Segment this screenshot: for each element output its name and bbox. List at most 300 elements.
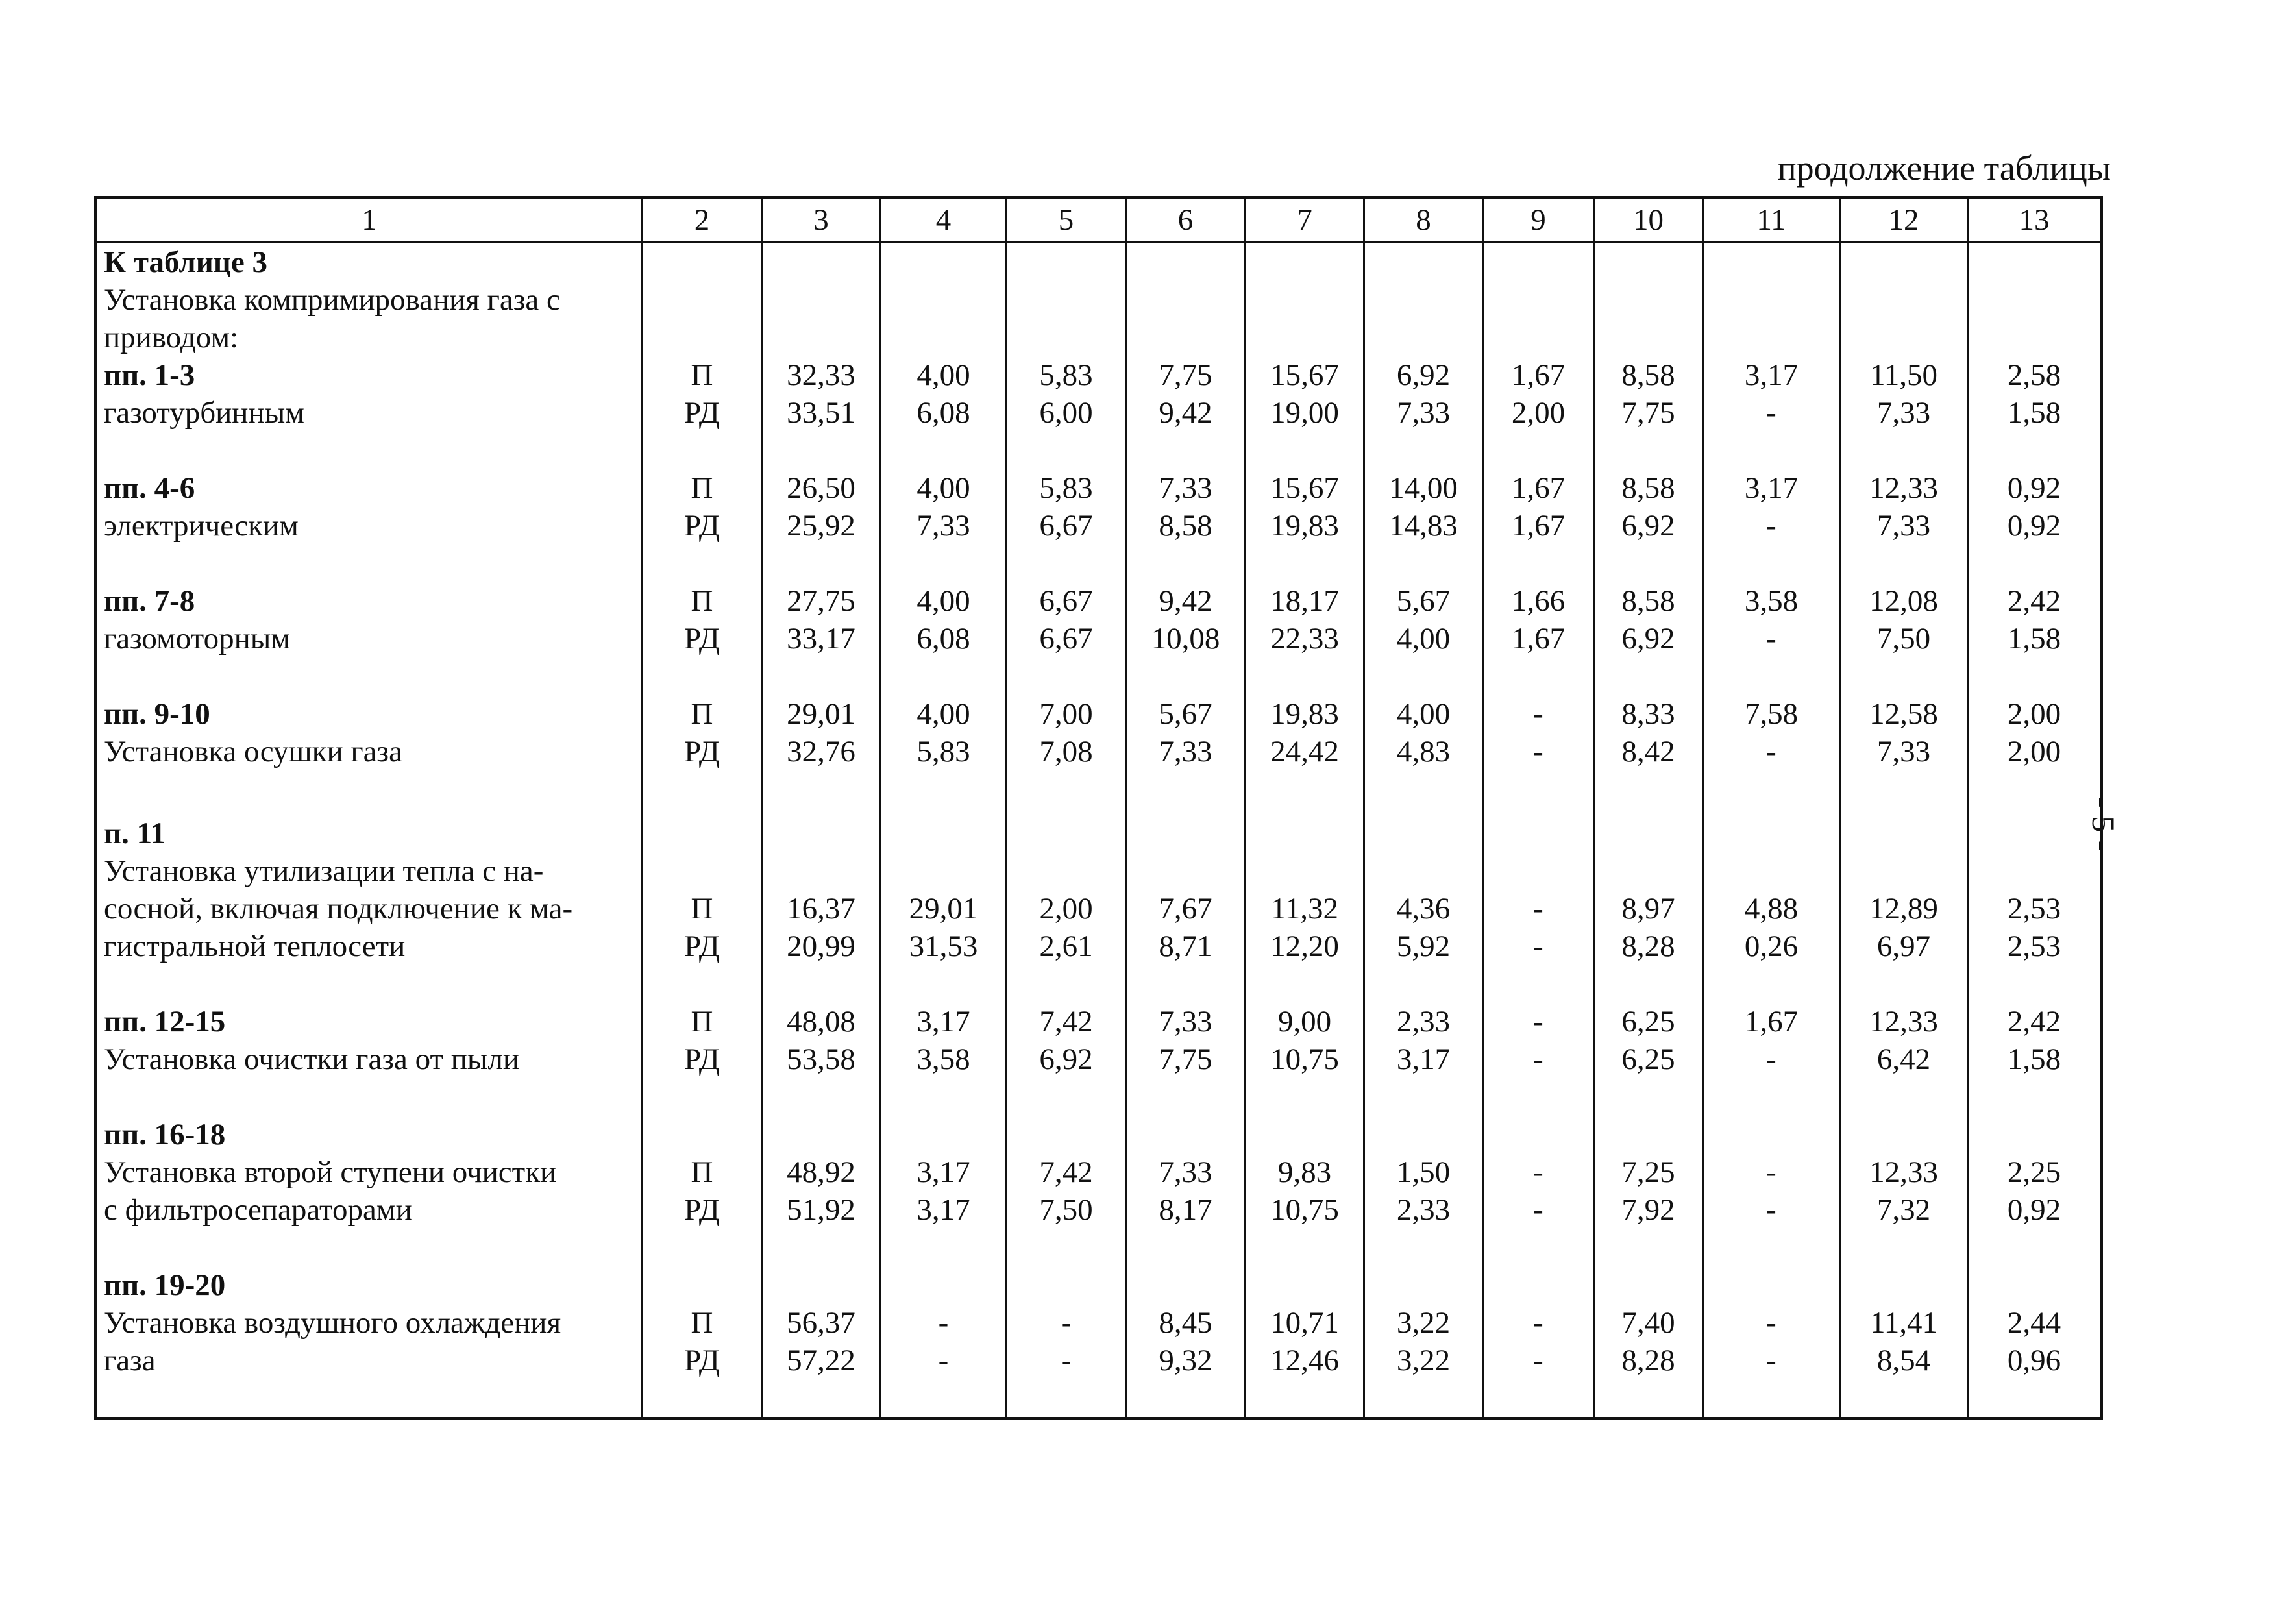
empty-cell [1364,1078,1483,1116]
value-cell: 3,17 [881,1003,1007,1040]
value-cell: 7,33 [881,507,1007,545]
empty-cell [643,815,762,852]
value-cell: 15,67 [1246,356,1364,394]
table-continuation-caption: продолжение таблицы [1777,149,2111,188]
value-cell: 3,22 [1364,1342,1483,1379]
value-cell: 1,67 [1483,620,1594,658]
empty-cell [762,1116,881,1153]
value-cell: 7,32 [1840,1191,1968,1229]
value-cell: 7,33 [1126,469,1246,507]
empty-cell [1246,319,1364,356]
spacer-row [96,1229,2102,1266]
value-cell: 7,42 [1007,1153,1126,1191]
empty-cell [762,1229,881,1266]
table-row [96,890,2102,928]
empty-cell [1968,1266,2102,1304]
value-cell: 2,61 [1007,928,1126,965]
value-cell: 7,08 [1007,733,1126,770]
value-cell: 9,83 [1246,1153,1364,1191]
empty-cell [1007,1379,1126,1419]
value-cell: 5,83 [1007,356,1126,394]
empty-cell [881,965,1007,1003]
value-cell: 1,58 [1968,1040,2102,1078]
value-cell: 6,92 [1007,1040,1126,1078]
group-text-row [96,852,2102,890]
empty-cell [881,1266,1007,1304]
tail-row [96,1379,2102,1419]
value-cell: 8,71 [1126,928,1246,965]
empty-cell [1246,1379,1364,1419]
empty-cell [1483,319,1594,356]
value-cell: 3,22 [1364,1304,1483,1342]
empty-cell [1483,1078,1594,1116]
empty-cell [1246,815,1364,852]
doc-type-cell: РД [643,928,762,965]
value-cell: 4,00 [881,582,1007,620]
empty-cell [1364,1379,1483,1419]
empty-cell [1364,545,1483,582]
empty-cell [881,815,1007,852]
empty-cell [1703,432,1840,469]
empty-cell [1364,1266,1483,1304]
empty-cell [762,432,881,469]
value-cell: 9,32 [1126,1342,1246,1379]
column-number-10: 10 [1594,198,1703,243]
value-cell: - [1483,1342,1594,1379]
table-row [96,620,2102,658]
doc-type-cell: П [643,356,762,394]
group-code: пп. 12-15 [96,1003,643,1040]
empty-cell [643,1266,762,1304]
empty-cell [1703,965,1840,1003]
doc-type-cell: П [643,1304,762,1342]
value-cell: 48,08 [762,1003,881,1040]
table-row [96,695,2102,733]
value-cell: - [1703,394,1840,432]
empty-cell [1594,1266,1703,1304]
empty-cell [1840,1078,1968,1116]
value-cell: - [1483,733,1594,770]
empty-cell [762,965,881,1003]
empty-cell [881,1078,1007,1116]
value-cell: 27,75 [762,582,881,620]
value-cell: 5,83 [881,733,1007,770]
value-cell: 6,42 [1840,1040,1968,1078]
group-text: с фильтросепараторами [96,1191,643,1229]
empty-cell [1126,658,1246,695]
empty-cell [1594,815,1703,852]
value-cell: 6,25 [1594,1040,1703,1078]
empty-cell [1594,965,1703,1003]
empty-cell [1703,1266,1840,1304]
value-cell: 6,67 [1007,507,1126,545]
empty-cell [1840,1266,1968,1304]
value-cell: 6,08 [881,394,1007,432]
empty-cell [1007,1229,1126,1266]
empty-cell [1594,852,1703,890]
value-cell: - [1483,1153,1594,1191]
value-cell: 2,33 [1364,1191,1483,1229]
table-row [96,394,2102,432]
empty-cell [1703,1229,1840,1266]
empty-cell [96,1078,643,1116]
value-cell: 8,45 [1126,1304,1246,1342]
value-cell: 4,83 [1364,733,1483,770]
value-cell: - [1703,1040,1840,1078]
value-cell: 6,67 [1007,620,1126,658]
value-cell: 7,50 [1840,620,1968,658]
empty-cell [1364,1229,1483,1266]
column-number-5: 5 [1007,198,1126,243]
column-number-7: 7 [1246,198,1364,243]
value-cell: 7,00 [1007,695,1126,733]
group-code: п. 11 [96,815,643,852]
empty-cell [96,1379,643,1419]
empty-cell [1483,1229,1594,1266]
value-cell: 8,42 [1594,733,1703,770]
table-row [96,1304,2102,1342]
table-row [96,928,2102,965]
empty-cell [762,658,881,695]
value-cell: 7,25 [1594,1153,1703,1191]
value-cell: 11,50 [1840,356,1968,394]
empty-cell [1483,1266,1594,1304]
empty-cell [1840,281,1968,319]
empty-cell [1007,1078,1126,1116]
empty-cell [96,545,643,582]
empty-cell [1483,242,1594,281]
empty-cell [1968,1116,2102,1153]
empty-cell [643,545,762,582]
value-cell: 20,99 [762,928,881,965]
value-cell: 4,00 [881,356,1007,394]
value-cell: 0,92 [1968,507,2102,545]
empty-cell [762,770,881,815]
value-cell: 19,00 [1246,394,1364,432]
table-row [96,1153,2102,1191]
value-cell: - [1483,1304,1594,1342]
empty-cell [1594,242,1703,281]
value-cell: 10,71 [1246,1304,1364,1342]
value-cell: 2,25 [1968,1153,2102,1191]
value-cell: 7,75 [1126,1040,1246,1078]
doc-type-cell: П [643,582,762,620]
empty-cell [1007,319,1126,356]
doc-type-cell: РД [643,1342,762,1379]
doc-type-cell: РД [643,394,762,432]
empty-cell [1483,852,1594,890]
value-cell: - [1703,620,1840,658]
empty-cell [1594,319,1703,356]
empty-cell [643,965,762,1003]
value-cell: 3,58 [1703,582,1840,620]
empty-cell [1840,1229,1968,1266]
doc-type-cell: П [643,1153,762,1191]
empty-cell [1126,852,1246,890]
group-code-row [96,815,2102,852]
empty-cell [1007,545,1126,582]
value-cell: 7,92 [1594,1191,1703,1229]
value-cell: 6,92 [1594,620,1703,658]
column-number-row [96,198,2102,243]
doc-type-cell: РД [643,1040,762,1078]
value-cell: 12,08 [1840,582,1968,620]
value-cell: 31,53 [881,928,1007,965]
value-cell: 53,58 [762,1040,881,1078]
value-cell: - [1007,1342,1126,1379]
empty-cell [1364,658,1483,695]
value-cell: 1,50 [1364,1153,1483,1191]
group-text: Установка утилизации тепла с на- [96,852,643,890]
value-cell: - [1483,1040,1594,1078]
empty-cell [1968,658,2102,695]
value-cell: 2,58 [1968,356,2102,394]
empty-cell [1968,242,2102,281]
value-cell: 57,22 [762,1342,881,1379]
group-text: Установка очистки газа от пыли [96,1040,643,1078]
doc-type-cell: РД [643,507,762,545]
empty-cell [643,852,762,890]
value-cell: 0,26 [1703,928,1840,965]
value-cell: 56,37 [762,1304,881,1342]
column-number-3: 3 [762,198,881,243]
empty-cell [1968,432,2102,469]
column-number-6: 6 [1126,198,1246,243]
empty-cell [643,432,762,469]
value-cell: 7,33 [1364,394,1483,432]
empty-cell [643,1116,762,1153]
table-row [96,507,2102,545]
value-cell: 6,25 [1594,1003,1703,1040]
empty-cell [1246,1229,1364,1266]
value-cell: 2,53 [1968,890,2102,928]
spacer-row [96,965,2102,1003]
value-cell: 8,58 [1594,469,1703,507]
empty-cell [1364,242,1483,281]
column-number-12: 12 [1840,198,1968,243]
empty-cell [881,1379,1007,1419]
value-cell: 10,08 [1126,620,1246,658]
value-cell: 3,17 [1364,1040,1483,1078]
value-cell: 7,75 [1126,356,1246,394]
empty-cell [1007,432,1126,469]
empty-cell [1007,770,1126,815]
empty-cell [1703,242,1840,281]
empty-cell [1007,815,1126,852]
empty-cell [643,770,762,815]
empty-cell [1968,1229,2102,1266]
page-number: - 5 - [2085,797,2122,852]
value-cell: 1,58 [1968,394,2102,432]
empty-cell [1007,1116,1126,1153]
empty-cell [881,852,1007,890]
column-number-11: 11 [1703,198,1840,243]
spacer-row [96,432,2102,469]
value-cell: 0,96 [1968,1342,2102,1379]
empty-cell [1840,545,1968,582]
empty-cell [1968,545,2102,582]
table-row [96,1040,2102,1078]
value-cell: - [1483,695,1594,733]
empty-cell [881,1116,1007,1153]
value-cell: 6,08 [881,620,1007,658]
value-cell: 2,00 [1007,890,1126,928]
value-cell: 1,67 [1483,356,1594,394]
group-text: сосной, включая подключение к ма- [96,890,643,928]
value-cell: 12,20 [1246,928,1364,965]
empty-cell [1594,1078,1703,1116]
empty-cell [643,658,762,695]
value-cell: 12,33 [1840,469,1968,507]
spacer-row [96,658,2102,695]
value-cell: 6,92 [1594,507,1703,545]
value-cell: 1,67 [1483,507,1594,545]
value-cell: 9,00 [1246,1003,1364,1040]
value-cell: 11,41 [1840,1304,1968,1342]
empty-cell [1126,1229,1246,1266]
empty-cell [1483,432,1594,469]
empty-cell [1703,319,1840,356]
value-cell: 7,42 [1007,1003,1126,1040]
value-cell: 12,89 [1840,890,1968,928]
empty-cell [881,545,1007,582]
section-title-row [96,242,2102,281]
value-cell: - [1483,890,1594,928]
empty-cell [1126,319,1246,356]
value-cell: 6,00 [1007,394,1126,432]
table-row [96,733,2102,770]
empty-cell [762,815,881,852]
value-cell: 1,67 [1703,1003,1840,1040]
empty-cell [1007,242,1126,281]
value-cell: 29,01 [881,890,1007,928]
value-cell: - [1703,1304,1840,1342]
empty-cell [643,319,762,356]
value-cell: 29,01 [762,695,881,733]
doc-type-cell: П [643,1003,762,1040]
empty-cell [1364,319,1483,356]
value-cell: 1,58 [1968,620,2102,658]
value-cell: 12,46 [1246,1342,1364,1379]
empty-cell [1246,545,1364,582]
value-cell: 19,83 [1246,695,1364,733]
doc-type-cell: П [643,469,762,507]
spacer-row [96,770,2102,815]
empty-cell [881,242,1007,281]
empty-cell [1703,1078,1840,1116]
intro-row [96,319,2102,356]
empty-cell [1126,545,1246,582]
table-row [96,582,2102,620]
empty-cell [762,1078,881,1116]
empty-cell [1594,432,1703,469]
empty-cell [762,545,881,582]
empty-cell [762,242,881,281]
empty-cell [762,852,881,890]
value-cell: 7,58 [1703,695,1840,733]
group-text: Установка второй ступени очистки [96,1153,643,1191]
value-cell: 18,17 [1246,582,1364,620]
table-body [96,198,2102,1419]
empty-cell [1840,1379,1968,1419]
value-cell: 2,42 [1968,1003,2102,1040]
intro-text: Установка компримирования газа с [96,281,643,319]
group-code: пп. 1-3 [96,356,643,394]
empty-cell [1483,770,1594,815]
value-cell: 6,97 [1840,928,1968,965]
empty-cell [1703,281,1840,319]
value-cell: 8,28 [1594,1342,1703,1379]
group-code: пп. 9-10 [96,695,643,733]
empty-cell [1364,965,1483,1003]
value-cell: 10,75 [1246,1040,1364,1078]
value-cell: 2,00 [1968,695,2102,733]
table-row [96,1191,2102,1229]
empty-cell [1126,242,1246,281]
value-cell: 8,17 [1126,1191,1246,1229]
value-cell: 6,67 [1007,582,1126,620]
empty-cell [96,1229,643,1266]
value-cell: 2,33 [1364,1003,1483,1040]
empty-cell [1126,770,1246,815]
empty-cell [1840,432,1968,469]
empty-cell [1968,965,2102,1003]
value-cell: 8,58 [1594,356,1703,394]
doc-type-cell: РД [643,620,762,658]
empty-cell [881,281,1007,319]
empty-cell [1246,432,1364,469]
empty-cell [1968,319,2102,356]
value-cell: 8,28 [1594,928,1703,965]
empty-cell [643,1229,762,1266]
table-row [96,356,2102,394]
empty-cell [1246,1266,1364,1304]
value-cell: 14,83 [1364,507,1483,545]
value-cell: 12,33 [1840,1003,1968,1040]
group-code: пп. 4-6 [96,469,643,507]
empty-cell [1703,1379,1840,1419]
empty-cell [1007,1266,1126,1304]
empty-cell [1594,1116,1703,1153]
value-cell: 33,51 [762,394,881,432]
empty-cell [881,770,1007,815]
empty-cell [1840,965,1968,1003]
value-cell: - [1007,1304,1126,1342]
value-cell: 4,88 [1703,890,1840,928]
empty-cell [96,432,643,469]
empty-cell [1126,281,1246,319]
empty-cell [1007,852,1126,890]
value-cell: 12,58 [1840,695,1968,733]
value-cell: 2,00 [1483,394,1594,432]
value-cell: 7,75 [1594,394,1703,432]
value-cell: 2,53 [1968,928,2102,965]
empty-cell [1968,852,2102,890]
group-code: пп. 16-18 [96,1116,643,1153]
value-cell: 16,37 [762,890,881,928]
value-cell: 6,92 [1364,356,1483,394]
value-cell: 7,33 [1840,733,1968,770]
intro-text: приводом: [96,319,643,356]
empty-cell [1594,281,1703,319]
empty-cell [643,1379,762,1419]
empty-cell [881,1229,1007,1266]
value-cell: 15,67 [1246,469,1364,507]
section-title: К таблице 3 [96,242,643,281]
column-number-8: 8 [1364,198,1483,243]
value-cell: 3,17 [1703,469,1840,507]
empty-cell [1246,770,1364,815]
